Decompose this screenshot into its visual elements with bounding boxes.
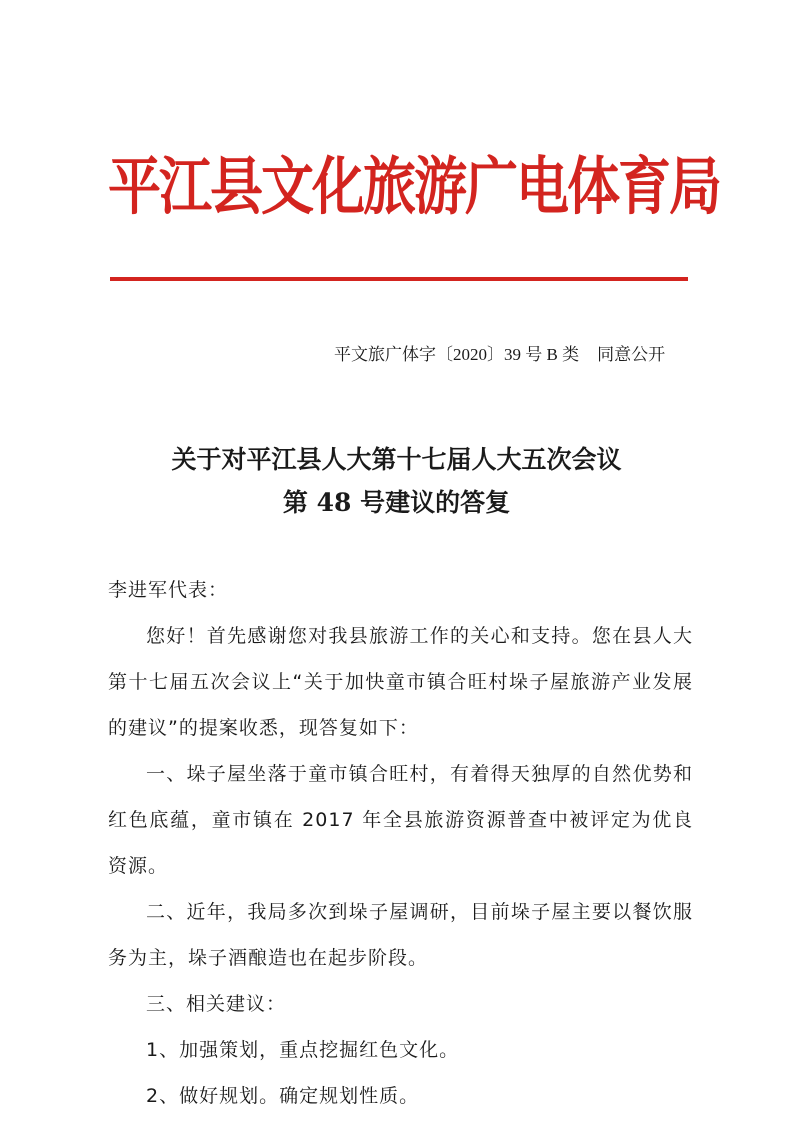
paragraph-section-2: 二、近年，我局多次到垛子屋调研，目前垛子屋主要以餐饮服务为主，垛子酒酿造也在起步阶段。 <box>108 901 693 969</box>
org-letterhead-title: 平江县文化旅游广电体育局 <box>108 151 720 224</box>
document-number-line <box>334 344 704 366</box>
paragraph-item-2: 2、做好规划。确定规划性质。 <box>146 1085 420 1107</box>
document-title-line-2: 第 48 号建议的答复 <box>282 488 511 517</box>
paragraph-section-3-heading: 三、相关建议： <box>146 993 287 1015</box>
document-number: 平文旅广体字〔2020〕39 号 B 类 <box>334 345 580 364</box>
document-title-line-1: 关于对平江县人大第十七届人大五次会议 <box>171 445 622 474</box>
paragraph-greeting: 您好！首先感谢您对我县旅游工作的关心和支持。您在县人大第十七届五次会议上“关于加快童市镇合旺村垛子屋旅游产业发展的建议”的提案收悉，现答复如下： <box>108 625 693 739</box>
disclosure-status: 同意公开 <box>597 345 666 364</box>
document-title <box>90 438 703 524</box>
paragraph-section-1: 一、垛子屋坐落于童市镇合旺村，有着得天独厚的自然优势和红色底蕴，童市镇在 2017 年全县旅游资源普查中被评定为优良资源。 <box>108 763 693 877</box>
salutation: 李进军代表： <box>108 579 229 601</box>
letterhead-red-rule <box>110 277 688 281</box>
document-body <box>108 567 693 1119</box>
paragraph-item-1: 1、加强策划，重点挖掘红色文化。 <box>146 1039 460 1061</box>
